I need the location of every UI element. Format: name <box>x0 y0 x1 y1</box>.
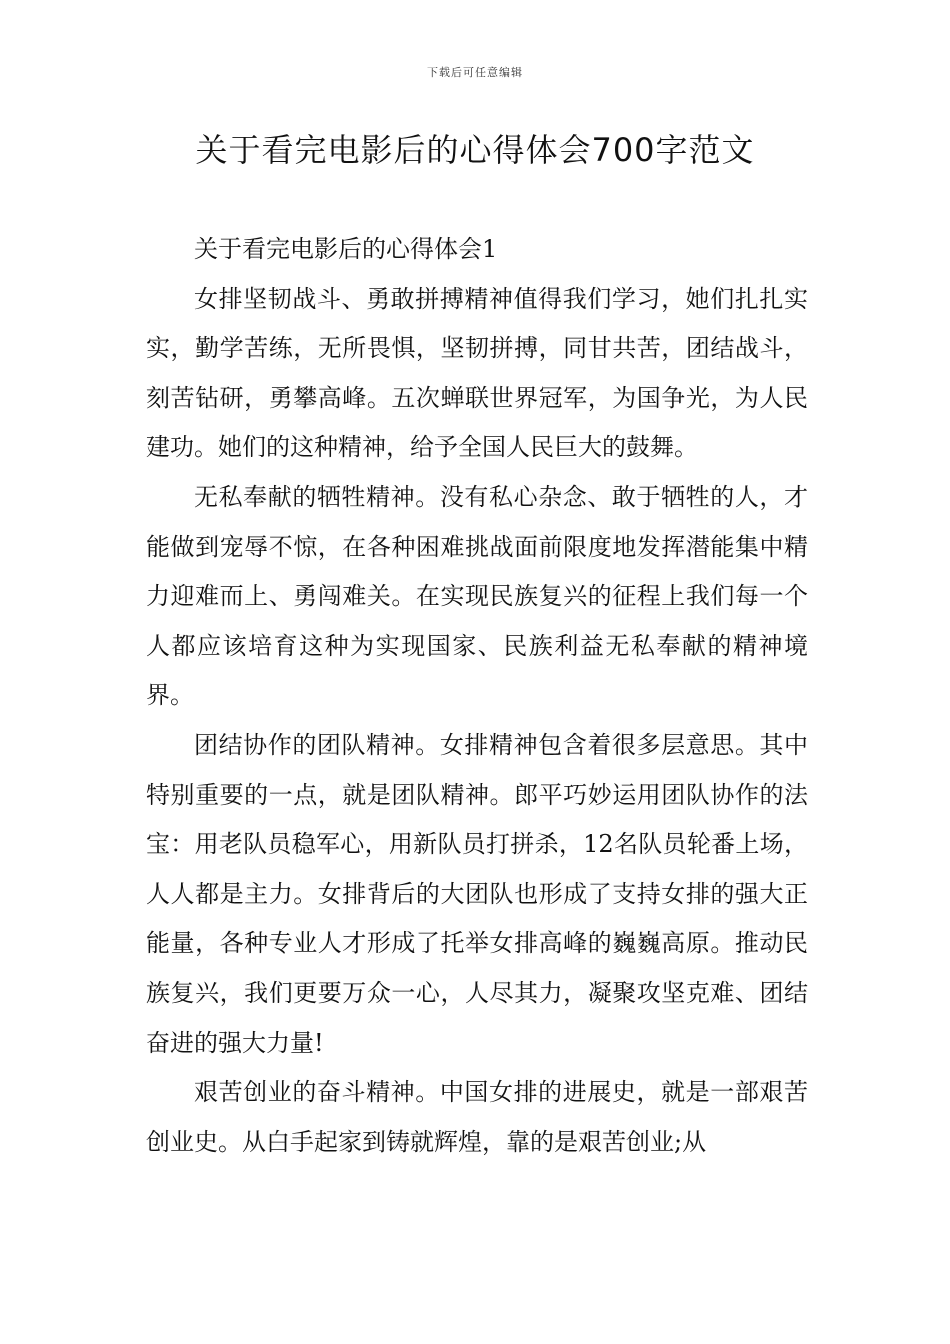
document-body <box>146 225 808 1167</box>
section-heading: 关于看完电影后的心得体会1 <box>194 235 498 263</box>
body-paragraph: 女排坚韧战斗、勇敢拼搏精神值得我们学习，她们扎扎实实，勤学苦练，无所畏惧，坚韧拼搏，同甘共苦，团结战斗，刻苦钻研，勇攀高峰。五次蝉联世界冠军，为国争光，为人民建功。她们的这种精神，给予全国人民巨大的鼓舞。 <box>146 284 808 462</box>
document-title: 关于看完电影后的心得体会700字范文 <box>195 131 755 169</box>
body-paragraph: 团结协作的团队精神。女排精神包含着很多层意思。其中特别重要的一点，就是团队精神。郎平巧妙运用团队协作的法宝：用老队员稳军心，用新队员打拼杀，12名队员轮番上场，人人都是主力。女排背后的大团队也形成了支持女排的强大正能量，各种专业人才形成了托举女排高峰的巍巍高原。推动民族复兴，我们更要万众一心，人尽其力，凝聚攻坚克难、团结奋进的强大力量! <box>146 730 808 1057</box>
body-paragraph: 无私奉献的牺牲精神。没有私心杂念、敢于牺牲的人，才能做到宠辱不惊，在各种困难挑战面前限度地发挥潜能集中精力迎难而上、勇闯难关。在实现民族复兴的征程上我们每一个人都应该培育这种为实现国家、民族利益无私奉献的精神境界。 <box>146 482 808 710</box>
header-note: 下载后可任意编辑 <box>427 66 523 79</box>
body-paragraph: 艰苦创业的奋斗精神。中国女排的进展史，就是一部艰苦创业史。从白手起家到铸就辉煌，靠的是艰苦创业;从 <box>146 1078 808 1156</box>
